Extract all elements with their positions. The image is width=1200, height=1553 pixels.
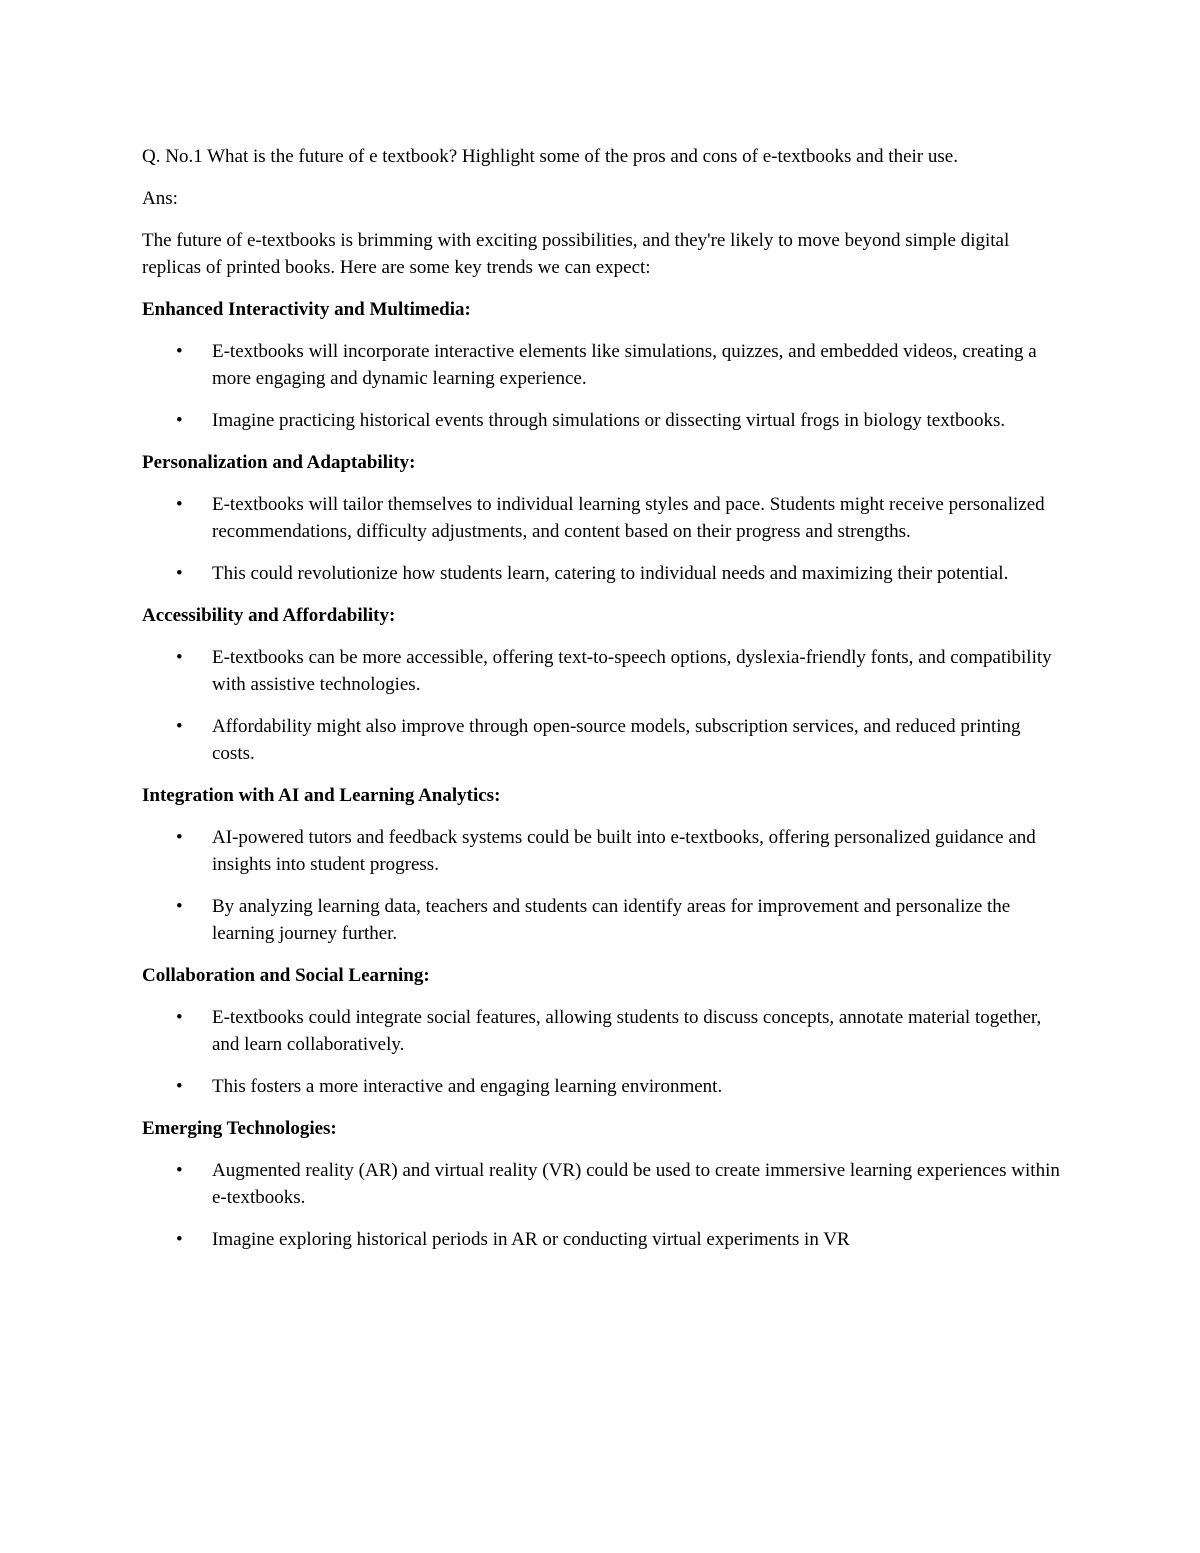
list-item xyxy=(142,1157,1062,1211)
bullet-icon: • xyxy=(176,1160,183,1181)
list-item xyxy=(142,824,1062,878)
list-item xyxy=(142,1073,1062,1100)
list-item xyxy=(142,893,1062,947)
document-page xyxy=(142,143,1062,1268)
bullet-icon: • xyxy=(176,716,183,737)
section-heading: Collaboration and Social Learning: xyxy=(142,965,430,986)
list-item-text: E-textbooks can be more accessible, offering text-to-speech options, dyslexia-friendly fonts, and compatibility with assistive technologies. xyxy=(212,647,1052,695)
section-heading: Emerging Technologies: xyxy=(142,1118,337,1139)
list-item-text: AI-powered tutors and feedback systems could be built into e-textbooks, offering personalized guidance and insights into student progress. xyxy=(212,827,1036,875)
bullet-icon: • xyxy=(176,410,183,431)
list-item xyxy=(142,1226,1062,1253)
section-accessibility xyxy=(142,602,1062,767)
section-heading: Integration with AI and Learning Analytics: xyxy=(142,785,501,806)
bullet-icon: • xyxy=(176,1229,183,1250)
list-item xyxy=(142,407,1062,434)
bullet-icon: • xyxy=(176,1076,183,1097)
list-item-text: E-textbooks will incorporate interactive elements like simulations, quizzes, and embedded videos, creating a more engaging and dynamic learning experience. xyxy=(212,341,1037,389)
list-item xyxy=(142,644,1062,698)
bullet-list xyxy=(142,644,1062,767)
section-heading: Enhanced Interactivity and Multimedia: xyxy=(142,299,471,320)
list-item xyxy=(142,491,1062,545)
section-ai-analytics xyxy=(142,782,1062,947)
list-item xyxy=(142,1004,1062,1058)
list-item-text: E-textbooks will tailor themselves to individual learning styles and pace. Students might receive personalized recommendations, difficulty adjustments, and content based on their progress and strengths. xyxy=(212,494,1045,542)
intro-paragraph: The future of e-textbooks is brimming with exciting possibilities, and they're likely to move beyond simple digital replicas of printed books. Here are some key trends we can expect: xyxy=(142,230,1010,278)
list-item-text: Imagine exploring historical periods in AR or conducting virtual experiments in VR xyxy=(212,1229,850,1250)
list-item-text: This fosters a more interactive and engaging learning environment. xyxy=(212,1076,723,1097)
bullet-icon: • xyxy=(176,827,183,848)
bullet-list xyxy=(142,491,1062,587)
bullet-icon: • xyxy=(176,647,183,668)
bullet-list xyxy=(142,1004,1062,1100)
bullet-icon: • xyxy=(176,563,183,584)
answer-label: Ans: xyxy=(142,188,178,209)
bullet-list xyxy=(142,824,1062,947)
section-enhanced-interactivity xyxy=(142,296,1062,434)
section-personalization xyxy=(142,449,1062,587)
list-item-text: Imagine practicing historical events through simulations or dissecting virtual frogs in biology textbooks. xyxy=(212,410,1006,431)
bullet-list xyxy=(142,338,1062,434)
list-item-text: This could revolutionize how students learn, catering to individual needs and maximizing their potential. xyxy=(212,563,1009,584)
question-text: Q. No.1 What is the future of e textbook? Highlight some of the pros and cons of e-textbooks and their use. xyxy=(142,146,958,167)
list-item-text: Affordability might also improve through open-source models, subscription services, and reduced printing costs. xyxy=(212,716,1021,764)
section-heading: Accessibility and Affordability: xyxy=(142,605,396,626)
section-emerging-technologies xyxy=(142,1115,1062,1253)
list-item xyxy=(142,560,1062,587)
section-heading: Personalization and Adaptability: xyxy=(142,452,416,473)
bullet-list xyxy=(142,1157,1062,1253)
bullet-icon: • xyxy=(176,494,183,515)
bullet-icon: • xyxy=(176,1007,183,1028)
list-item xyxy=(142,713,1062,767)
list-item-text: E-textbooks could integrate social features, allowing students to discuss concepts, annotate material together, and learn collaboratively. xyxy=(212,1007,1042,1055)
list-item xyxy=(142,338,1062,392)
bullet-icon: • xyxy=(176,896,183,917)
list-item-text: By analyzing learning data, teachers and students can identify areas for improvement and personalize the learning journey further. xyxy=(212,896,1011,944)
bullet-icon: • xyxy=(176,341,183,362)
list-item-text: Augmented reality (AR) and virtual reality (VR) could be used to create immersive learning experiences within e-textbooks. xyxy=(212,1160,1060,1208)
section-collaboration xyxy=(142,962,1062,1100)
